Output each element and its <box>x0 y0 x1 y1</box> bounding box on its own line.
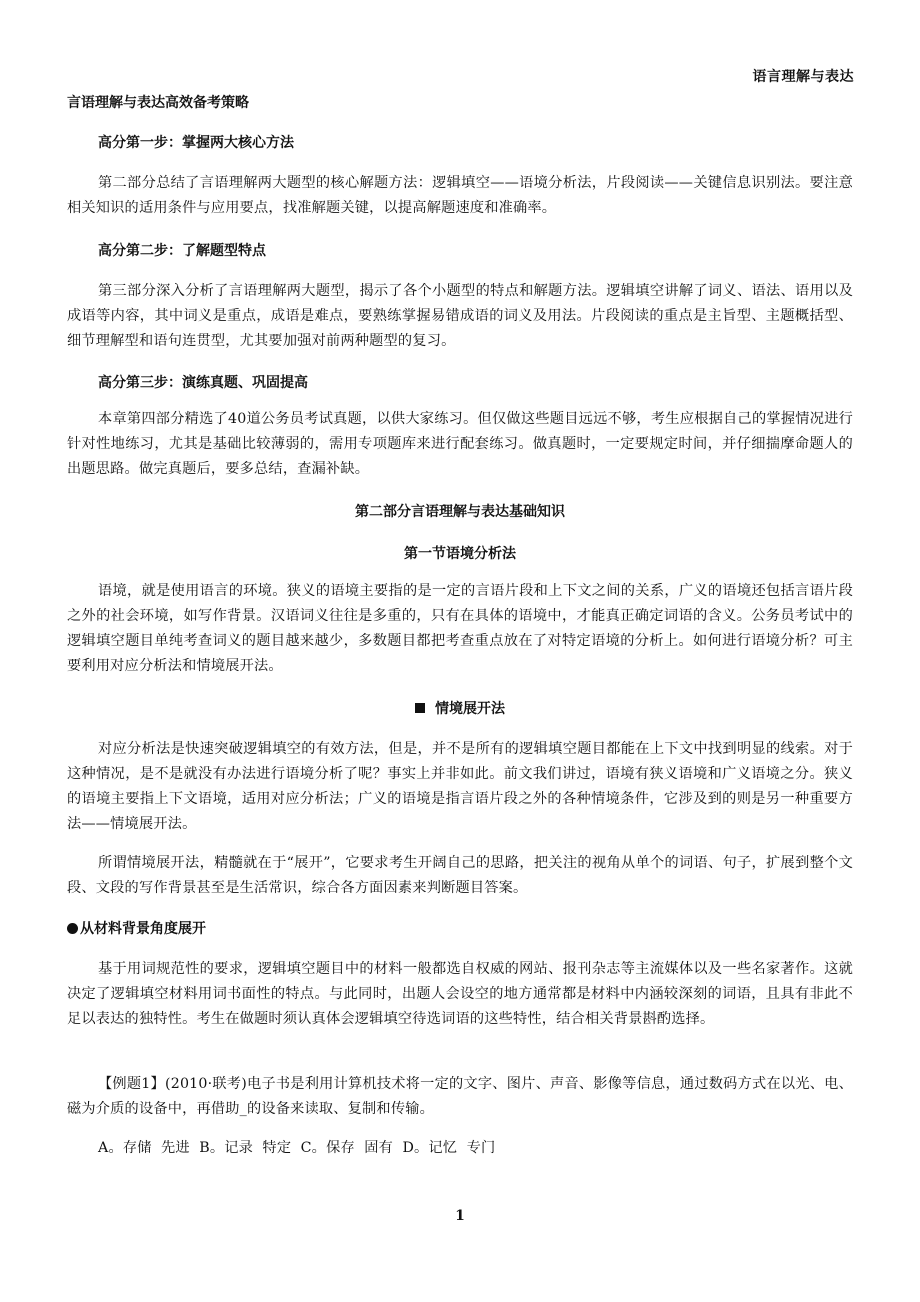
step2-paragraph: 第三部分深入分析了言语理解两大题型，揭示了各个小题型的特点和解题方法。逻辑填空讲解了词义、语法、语用以及成语等内容，其中词义是重点，成语是难点，要熟练掌握易错成语的词义及用法。片段阅读的重点是主旨型、主题概括型、细节理解型和语句连贯型，尤其要加强对前两种题型的复习。 <box>67 283 853 349</box>
step3-heading: 高分第三步：演练真题、巩固提高 <box>98 375 308 391</box>
subsection-paragraph-1: 对应分析法是快速突破逻辑填空的有效方法，但是，并不是所有的逻辑填空题目都能在上下文中找到明显的线索。对于这种情况，是不是就没有办法进行语境分析了呢？事实上并非如此。前文我们讲过，语境有狭义语境和广义语境之分。狭义的语境主要指上下文语境，适用对应分析法；广义的语境是指言语片段之外的各种情境条件，它涉及到的则是另一种重要方法——情境展开法。 <box>67 741 853 832</box>
subsection-heading <box>0 698 920 718</box>
running-header: 语言理解与表达 <box>752 69 854 85</box>
section-title: 第一节语境分析法 <box>404 546 516 562</box>
square-bullet-icon <box>415 703 425 713</box>
subsection-title: 情境展开法 <box>435 701 505 717</box>
document-title: 言语理解与表达高效备考策略 <box>67 95 249 111</box>
example-options: A。存储 先进 B。记录 特定 C。保存 固有 D。记忆 专门 <box>98 1140 496 1156</box>
step1-heading: 高分第一步：掌握两大核心方法 <box>98 135 294 151</box>
subsection-paragraph-2: 所谓情境展开法，精髓就在于“展开”，它要求考生开阔自己的思路，把关注的视角从单个的词语、句子，扩展到整个文段、文段的写作背景甚至是生活常识，综合各方面因素来判断题目答案。 <box>67 855 853 896</box>
section-intro-paragraph: 语境，就是使用语言的环境。狭义的语境主要指的是一定的言语片段和上下文之间的关系，广义的语境还包括言语片段之外的社会环境，如写作背景。汉语词义往往是多重的，只有在具体的语境中，才能真正确定词语的含义。公务员考试中的逻辑填空题目单纯考查词义的题目越来越少，多数题目都把考查重点放在了对特定语境的分析上。如何进行语境分析？可主要利用对应分析法和情境展开法。 <box>67 583 853 674</box>
part-title: 第二部分言语理解与表达基础知识 <box>355 504 565 520</box>
page-number: 1 <box>455 1208 465 1224</box>
bullet-title: 从材料背景角度展开 <box>80 921 206 937</box>
step3-paragraph: 本章第四部分精选了40道公务员考试真题，以供大家练习。但仅做这些题目远远不够，考生应根据自己的掌握情况进行针对性地练习，尤其是基础比较薄弱的，需用专项题库来进行配套练习。做真题时，一定要规定时间，并仔细揣摩命题人的出题思路。做完真题后，要多总结，查漏补缺。 <box>67 411 853 477</box>
step2-heading: 高分第二步：了解题型特点 <box>98 243 266 259</box>
example-stem: 【例题1】(2010·联考)电子书是利用计算机技术将一定的文字、图片、声音、影像等信息，通过数码方式在以光、电、磁为介质的设备中，再借助_的设备来读取、复制和传输。 <box>67 1076 853 1117</box>
step1-paragraph: 第二部分总结了言语理解两大题型的核心解题方法：逻辑填空——语境分析法，片段阅读——关键信息识别法。要注意相关知识的适用条件与应用要点，找准解题关键，以提高解题速度和准确率。 <box>67 175 853 216</box>
bullet-paragraph: 基于用词规范性的要求，逻辑填空题目中的材料一般都选自权威的网站、报刊杂志等主流媒体以及一些名家著作。这就决定了逻辑填空材料用词书面性的特点。与此同时，出题人会设空的地方通常都是材料中内涵较深刻的词语，且具有非此不足以表达的独特性。考生在做题时须认真体会逻辑填空待选词语的这些特性，结合相关背景斟酌选择。 <box>67 961 853 1027</box>
bullet-heading <box>67 918 206 938</box>
round-bullet-icon <box>67 923 78 934</box>
